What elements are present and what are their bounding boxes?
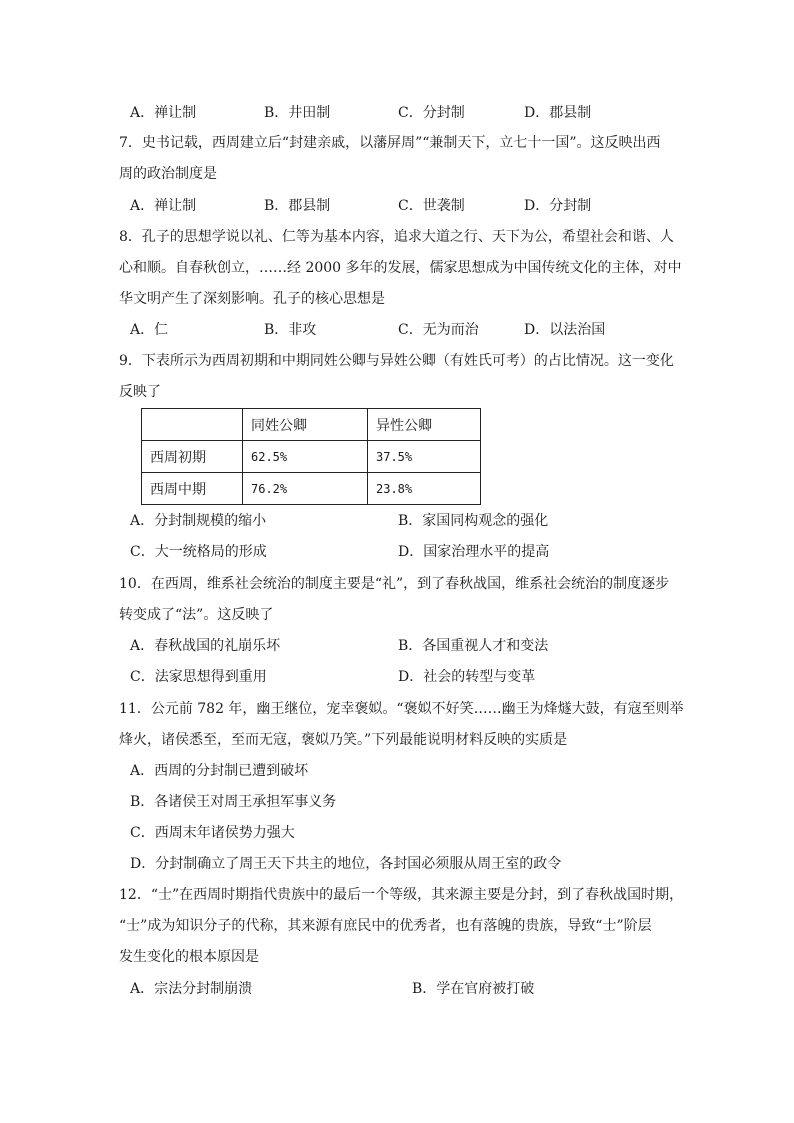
q6-option-d: D．郡县制 [524,105,592,121]
table-cell-period: 西周初期 [142,441,243,473]
q11-option-b: B．各诸侯王对周王承担军事义务 [130,794,337,810]
table-cell-period: 西周中期 [142,473,243,505]
q10-stem-line-1: 10．在西周，维系社会统治的制度主要是“礼”，到了春秋战国，维系社会统治的制度逐步 [119,576,670,592]
table-header-cell: 异性公卿 [368,409,481,441]
q12-stem-line-2: “士”成为知识分子的代称，其来源有庶民中的优秀者，也有落魄的贵族，导致“士”阶层 [119,918,652,934]
q8-stem-line-2: 心和顺。自春秋创立，……经 2000 多年的发展，儒家思想成为中国传统文化的主体，对中 [119,260,682,276]
table-header-cell: 同姓公卿 [243,409,368,441]
q11-option-d: D．分封制确立了周王天下共主的地位，各封国必须服从周王室的政令 [130,856,562,872]
q12-stem-line-1: 12．“士”在西周时期指代贵族中的最后一个等级，其来源主要是分封，到了春秋战国时期， [119,887,684,903]
q11-option-a: A．西周的分封制已遭到破坏 [130,763,309,779]
q10-option-d: D．社会的转型与变革 [398,669,536,685]
q8-stem-line-3: 华文明产生了深刻影响。孔子的核心思想是 [119,291,385,307]
q7-option-d: D．分封制 [524,198,592,214]
table-row [142,473,481,505]
q10-option-a: A．春秋战国的礼崩乐坏 [130,638,281,654]
q7-option-b: B．郡县制 [264,198,331,214]
table-row [142,441,481,473]
table-header-cell [142,409,243,441]
table-cell-value: 62.5% [243,441,368,473]
q9-option-a: A．分封制规模的缩小 [130,513,267,529]
q11-option-c: C．西周末年诸侯势力强大 [130,825,295,841]
q9-option-d: D．国家治理水平的提高 [398,544,550,560]
q6-option-a: A．禅让制 [130,105,197,121]
q7-option-c: C．世袭制 [398,198,465,214]
q12-stem-line-3: 发生变化的根本原因是 [119,949,259,965]
q8-option-b: B．非攻 [264,322,317,338]
q9-stem-line-2: 反映了 [119,384,161,400]
q8-option-c: C．无为而治 [398,322,479,338]
table-cell-value: 23.8% [368,473,481,505]
q9-stem-line-1: 9．下表所示为西周初期和中期同姓公卿与异姓公卿（有姓氏可考）的占比情况。这一变化 [119,353,674,369]
q9-data-table [141,408,481,505]
q7-stem-line-2: 周的政治制度是 [119,166,217,182]
q8-option-d: D．以法治国 [524,322,606,338]
q7-option-a: A．禅让制 [130,198,197,214]
q6-option-b: B．井田制 [264,105,331,121]
q10-option-c: C．法家思想得到重用 [130,669,267,685]
q10-option-b: B．各国重视人才和变法 [398,638,549,654]
q6-option-c: C．分封制 [398,105,465,121]
q9-option-c: C．大一统格局的形成 [130,544,267,560]
table-header-row [142,409,481,441]
q8-stem-line-1: 8．孔子的思想学说以礼、仁等为基本内容，追求大道之行、天下为公，希望社会和谐、人 [119,229,674,245]
q7-stem-line-1: 7．史书记载，西周建立后“封建亲戚，以藩屏周”“兼制天下，立七十一国”。这反映出西 [119,135,661,151]
q12-option-a: A．宗法分封制崩溃 [130,981,253,997]
table-cell-value: 76.2% [243,473,368,505]
q9-option-b: B．家国同构观念的强化 [398,513,549,529]
q10-stem-line-2: 转变成了“法”。这反映了 [119,607,274,623]
q12-option-b: B．学在官府被打破 [412,981,535,997]
q11-stem-line-2: 烽火，诸侯悉至，至而无寇，褒姒乃笑。”下列最能说明材料反映的实质是 [119,732,568,748]
table-cell-value: 37.5% [368,441,481,473]
q11-stem-line-1: 11．公元前 782 年，幽王继位，宠幸褒姒。“褒姒不好笑……幽王为烽燧大鼓，有寇至则举 [119,701,684,717]
q8-option-a: A．仁 [130,322,169,338]
